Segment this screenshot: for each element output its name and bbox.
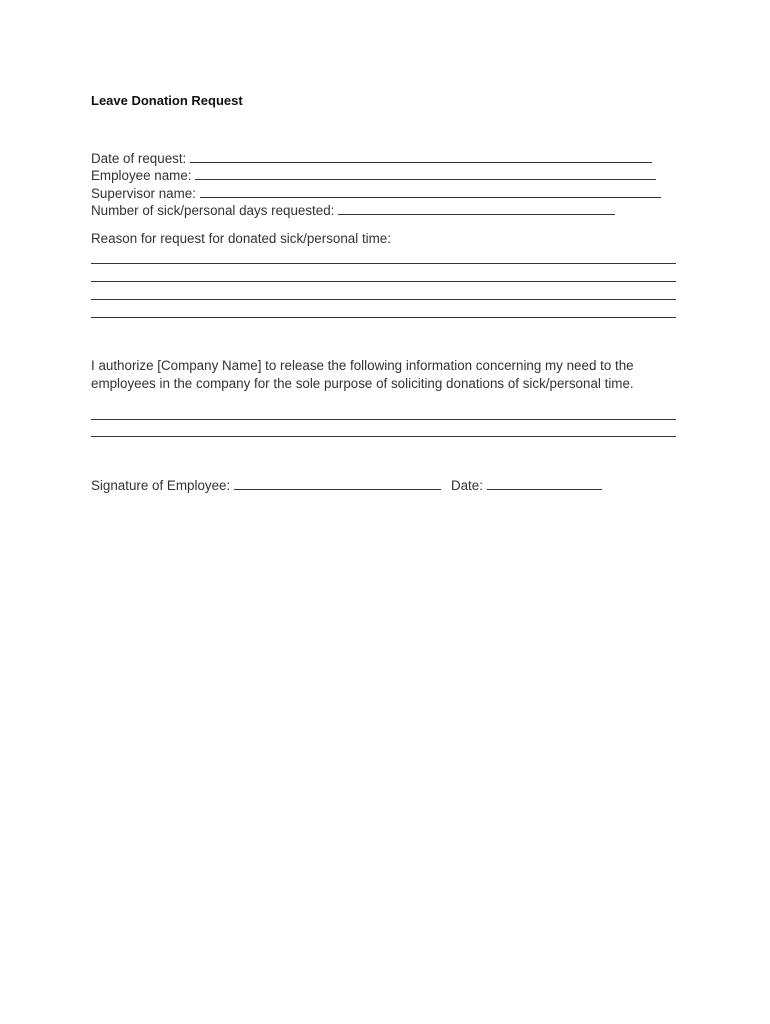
authorization-line[interactable]: [91, 419, 676, 420]
authorization-line[interactable]: [91, 436, 676, 437]
signature-blank[interactable]: [234, 478, 441, 490]
signature-date-blank[interactable]: [487, 478, 602, 490]
signature-date-label: Date:: [450, 478, 483, 493]
document-title: Leave Donation Request: [91, 93, 243, 108]
days-requested-row: [91, 202, 615, 219]
reason-label: Reason for request for donated sick/personal time:: [91, 231, 391, 246]
authorization-paragraph: I authorize [Company Name] to release the following information concerning my need to the employees in the company for the sole purpose of soliciting donations of sick/personal time.: [91, 358, 634, 391]
supervisor-name-label: Supervisor name:: [91, 186, 196, 201]
reason-line[interactable]: [91, 281, 676, 282]
signature-row: [91, 477, 602, 494]
reason-line[interactable]: [91, 299, 676, 300]
supervisor-name-blank[interactable]: [200, 186, 661, 198]
date-of-request-row: [91, 150, 652, 167]
reason-line[interactable]: [91, 317, 676, 318]
signature-label: Signature of Employee:: [91, 478, 231, 493]
days-requested-label: Number of sick/personal days requested:: [91, 203, 335, 218]
employee-name-row: [91, 167, 656, 184]
date-of-request-blank[interactable]: [190, 151, 652, 163]
employee-name-label: Employee name:: [91, 168, 192, 183]
employee-name-blank[interactable]: [195, 168, 656, 180]
supervisor-name-row: [91, 185, 661, 202]
reason-line[interactable]: [91, 263, 676, 264]
date-of-request-label: Date of request:: [91, 151, 187, 166]
days-requested-blank[interactable]: [338, 203, 615, 215]
